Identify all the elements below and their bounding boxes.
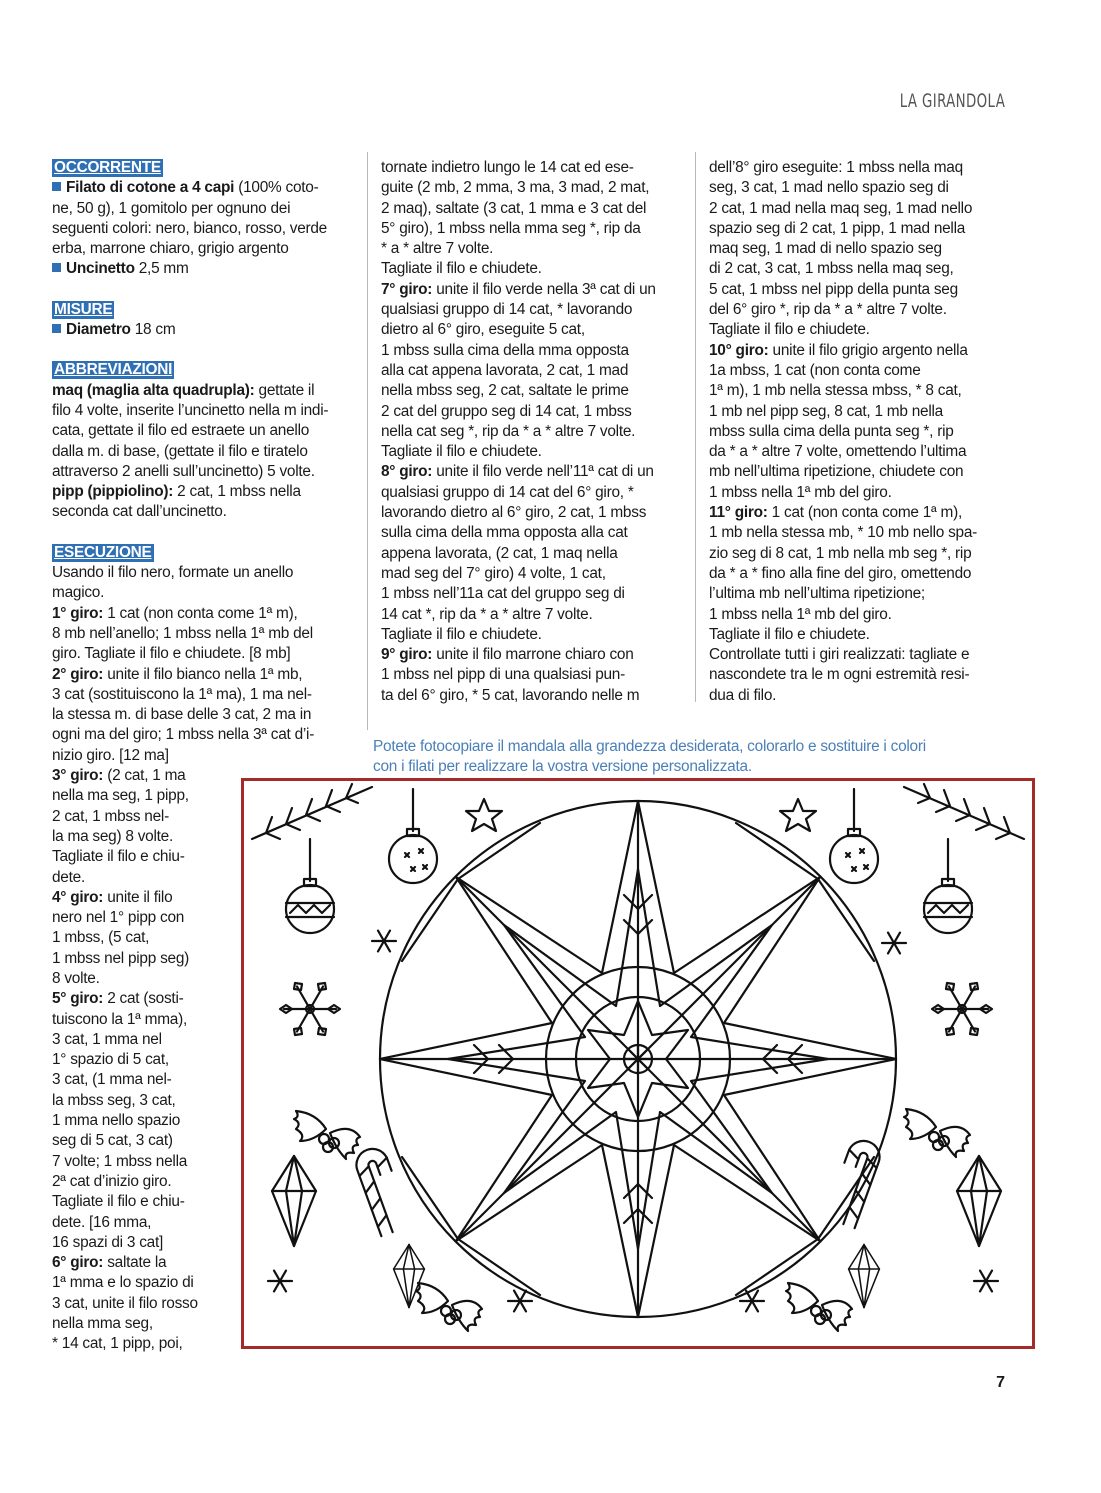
ornament-icon — [830, 789, 878, 883]
page-number: 7 — [996, 1374, 1005, 1391]
holly-icon — [294, 1111, 360, 1159]
giro-7: 7° giro: unite il filo verde nella 3ª cat di un qualsiasi gruppo di 14 cat, * lavorando dietro al 6° giro, eseguite 5 cat, 1 mbss sulla cima della mma opposta alla cat appena lavorata, 2 cat, 1 mad nella mbss seg, 2 cat, saltate le prime 2 cat del gruppo seg di 14 cat, 1 mbss nella cat seg *, rip da * a * altre 7 volte. Tagliate il filo e chiudete. — [381, 280, 656, 461]
star-icon — [780, 799, 816, 831]
heading-occorrente: OCCORRENTE — [54, 159, 161, 176]
sparkle-icon — [882, 933, 906, 954]
star-icon — [466, 799, 502, 831]
ornament-icon — [286, 839, 334, 933]
sparkle-icon — [372, 931, 396, 952]
filato-item: Filato di cotone a 4 capi (100% coto- ne, 50 g), 1 gomitolo per ognuno dei seguenti colori: nero, bianco, rosso, verde erba, marrone chiaro, grigio argento — [52, 179, 327, 258]
mandala-frame — [241, 778, 1035, 1349]
giro-9-continued: dell’8° giro eseguite: 1 mbss nella maq seg, 3 cat, 1 mad nello spazio seg di 2 cat, 1 mad nella maq seg, 1 mad nello spazio seg di 2 cat, 1 pipp, 1 mad nella maq seg, 1 mad di nello spazio seg di 2 cat, 3 cat, 1 mbss nella maq seg, 5 cat, 1 mbss nel pipp della punta seg del 6° giro *, rip da * a * altre 7 volte. Tagliate il filo e chiudete. — [709, 159, 973, 339]
running-head: LA GIRANDOLA — [899, 90, 1005, 112]
mandala-illustration — [244, 781, 1032, 1346]
giro-3: 3° giro: (2 cat, 1 ma nella ma seg, 1 pipp, 2 cat, 1 mbss nel- la ma seg) 8 volte. Tagliate il filo e chiu- dete. — [52, 767, 189, 886]
gem-icon — [272, 1156, 316, 1246]
column-3 — [709, 158, 1009, 706]
holly-icon — [904, 1109, 970, 1157]
pine-branch-icon — [252, 784, 372, 839]
ornament-icon — [389, 789, 437, 883]
gem-icon — [849, 1245, 880, 1308]
giro-1: 1° giro: 1 cat (non conta come 1ª m), 8 mb nell’anello; 1 mbss nella 1ª mb del giro. Tagliate il filo e chiudete. [8 mb] — [52, 604, 313, 663]
bullet-square-icon — [52, 324, 61, 333]
heading-esecuzione: ESECUZIONE — [54, 543, 152, 561]
heading-abbreviazioni: ABBREVIAZIONI — [54, 361, 173, 379]
ornament-icon — [924, 839, 972, 933]
giro-4: 4° giro: unite il filo nero nel 1° pipp con 1 mbss, (5 cat, 1 mbss nel pipp seg) 8 volte. — [52, 888, 190, 987]
abbr-maq: maq (maglia alta quadrupla): gettate il filo 4 volte, inserite l’uncinetto nella m indi- cata, gettate il filo ed estraete un anello dalla m. di base, (gettate il filo e tiratelo attraverso 2 anelli sull’uncinetto) 5 volte. — [52, 381, 329, 480]
heading-misure: MISURE — [54, 300, 113, 318]
sparkle-icon — [268, 1271, 292, 1292]
giro-8: 8° giro: unite il filo verde nell’11ª cat di un qualsiasi gruppo di 14 cat del 6° giro, * lavorando dietro al 6° giro, 2 cat, 1 mbss sulla cima della mma opposta alla cat appena lavorata, (2 cat, 1 maq nella mad seg del 7° giro) 4 volte, 1 cat, 1 mbss nell’11a cat del gruppo seg di 14 cat *, rip da * a * altre 7 volte. Tagliate il filo e chiudete. — [381, 463, 654, 643]
giro-10: 10° giro: unite il filo grigio argento nella 1a mbss, 1 cat (non conta come 1ª m), 1 mb nella stessa mbss, * 8 cat, 1 mb nel pipp seg, 8 cat, 1 mb nella mbss sulla cima della punta seg *, rip da * a * altre 7 volte, omettendo l’ultima mb nell’ultima ripetizione, chiudete con 1 mbss nella 1ª mb del giro. — [709, 341, 968, 501]
giro-5: 5° giro: 2 cat (sosti- tuiscono la 1ª mma), 3 cat, 1 mma nel 1° spazio di 5 cat, 3 cat, (1 mma nel- la mbss seg, 3 cat, 1 mma nello spazio seg di 5 cat, 3 cat) 7 volte; 1 mbss nella 2ª cat d’inizio giro. Tagliate il filo e chiu- dete. [16 mma, 16 spazi di 3 cat] — [52, 990, 188, 1251]
gem-icon — [957, 1156, 1001, 1246]
pine-branch-icon — [904, 784, 1024, 839]
intro: Usando il filo nero, formate un anello magico. — [52, 564, 294, 602]
giro-9: 9° giro: unite il filo marrone chiaro con 1 mbss nel pipp di una qualsiasi pun- ta del 6° giro, * 5 cat, lavorando nelle m — [381, 646, 640, 704]
giro-11: 11° giro: 1 cat (non conta come 1ª m), 1 mb nella stessa mb, * 10 mb nello spa- zio seg di 8 cat, 1 mb nella mb seg *, rip da * a * fino alla fine del giro, omettendo l’ultima mb nell’ultima ripetizione; 1 mbss nella 1ª mb del giro. Tagliate il filo e chiudete. Controllate tutti i giri realizzati: tagliate e nascondete tra le m ogni estremità resi- dua di filo. — [709, 504, 978, 704]
snowflake-icon — [932, 983, 992, 1035]
giro-6: 6° giro: saltate la 1ª mma e lo spazio di 3 cat, unite il filo rosso nella mma seg, * 14 cat, 1 pipp, poi, — [52, 1254, 198, 1353]
diametro-item: Diametro 18 cm — [52, 320, 352, 340]
abbr-pipp: pipp (pippiolino): 2 cat, 1 mbss nella seconda cat dall’uncinetto. — [52, 483, 301, 521]
giro-6-continued: tornate indietro lungo le 14 cat ed ese- guite (2 mb, 2 mma, 3 ma, 3 mad, 2 mat, 2 maq), saltate (3 cat, 1 mma e 3 cat del 5° giro), 1 mbss nella mma seg *, rip da * a * altre 7 volte. Tagliate il filo e chiudete. — [381, 159, 650, 278]
column-2 — [381, 158, 681, 706]
mandala-caption: Potete fotocopiare il mandala alla grandezza desiderata, colorarlo e sostituire i colori con i filati per realizzare la vostra versione personalizzata. — [373, 738, 926, 776]
bullet-square-icon — [52, 182, 61, 191]
bullet-square-icon — [52, 263, 61, 272]
column-divider — [695, 152, 696, 702]
mandala-icon — [380, 801, 896, 1317]
snowflake-icon — [280, 983, 340, 1035]
uncinetto-item: Uncinetto 2,5 mm — [52, 259, 352, 279]
sparkle-icon — [974, 1271, 998, 1292]
column-divider — [367, 152, 368, 730]
holly-icon — [416, 1283, 482, 1331]
holly-icon — [786, 1283, 852, 1331]
giro-2: 2° giro: unite il filo bianco nella 1ª mb, 3 cat (sostituiscono la 1ª ma), 1 ma nel- la stessa m. di base delle 3 cat, 2 ma in ogni ma del giro; 1 mbss nella 3ª cat d’i- nizio giro. [12 ma] — [52, 665, 315, 764]
